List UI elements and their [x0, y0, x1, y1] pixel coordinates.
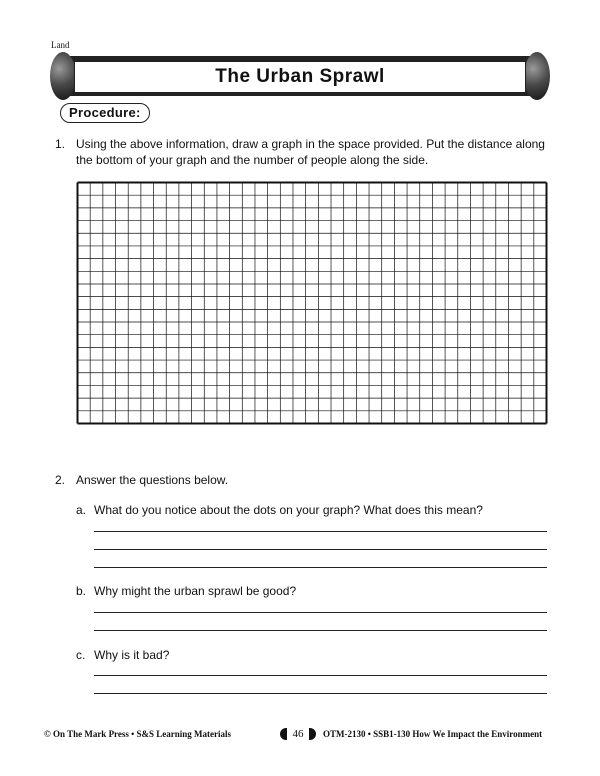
globe-icon: [50, 52, 76, 100]
procedure-label: Procedure:: [60, 103, 150, 123]
page-title: The Urban Sprawl: [215, 66, 385, 87]
answer-line[interactable]: [94, 675, 547, 676]
question-2b-text: Why might the urban sprawl be good?: [94, 584, 297, 598]
footer-product-code: OTM-2130 • SSB1-130 How We Impact the Environment: [323, 729, 543, 739]
answer-line[interactable]: [94, 567, 547, 568]
question-2-text: Answer the questions below.: [76, 473, 229, 487]
answer-line[interactable]: [94, 693, 547, 694]
page-number: 46: [292, 728, 304, 740]
page-badge-left: [280, 728, 287, 740]
answer-line[interactable]: [94, 531, 547, 532]
question-1-line-1: Using the above information, draw a graph in the space provided. Put the distance along: [76, 137, 545, 151]
question-2c-text: Why is it bad?: [94, 648, 170, 662]
page-badge-right: [309, 728, 316, 740]
section-tag: Land: [51, 40, 70, 50]
globe-icon: [524, 52, 550, 100]
footer-copyright: © On The Mark Press • S&S Learning Materials: [44, 729, 232, 739]
question-2a-text: What do you notice about the dots on your graph? What does this mean?: [94, 503, 483, 517]
answer-line[interactable]: [94, 612, 547, 613]
graph-grid[interactable]: [76, 181, 548, 425]
question-2a-label: a.: [76, 503, 87, 517]
title-banner: [50, 52, 550, 100]
question-1-line-2: the bottom of your graph and the number of people along the side.: [76, 153, 429, 167]
question-1-number: 1.: [55, 137, 66, 151]
answer-line[interactable]: [94, 549, 547, 550]
answer-line[interactable]: [94, 630, 547, 631]
question-2b-label: b.: [76, 584, 87, 598]
question-2-number: 2.: [55, 473, 66, 487]
question-2c-label: c.: [76, 648, 86, 662]
banner-inner: [74, 61, 526, 93]
page-number-badge: [280, 726, 316, 742]
